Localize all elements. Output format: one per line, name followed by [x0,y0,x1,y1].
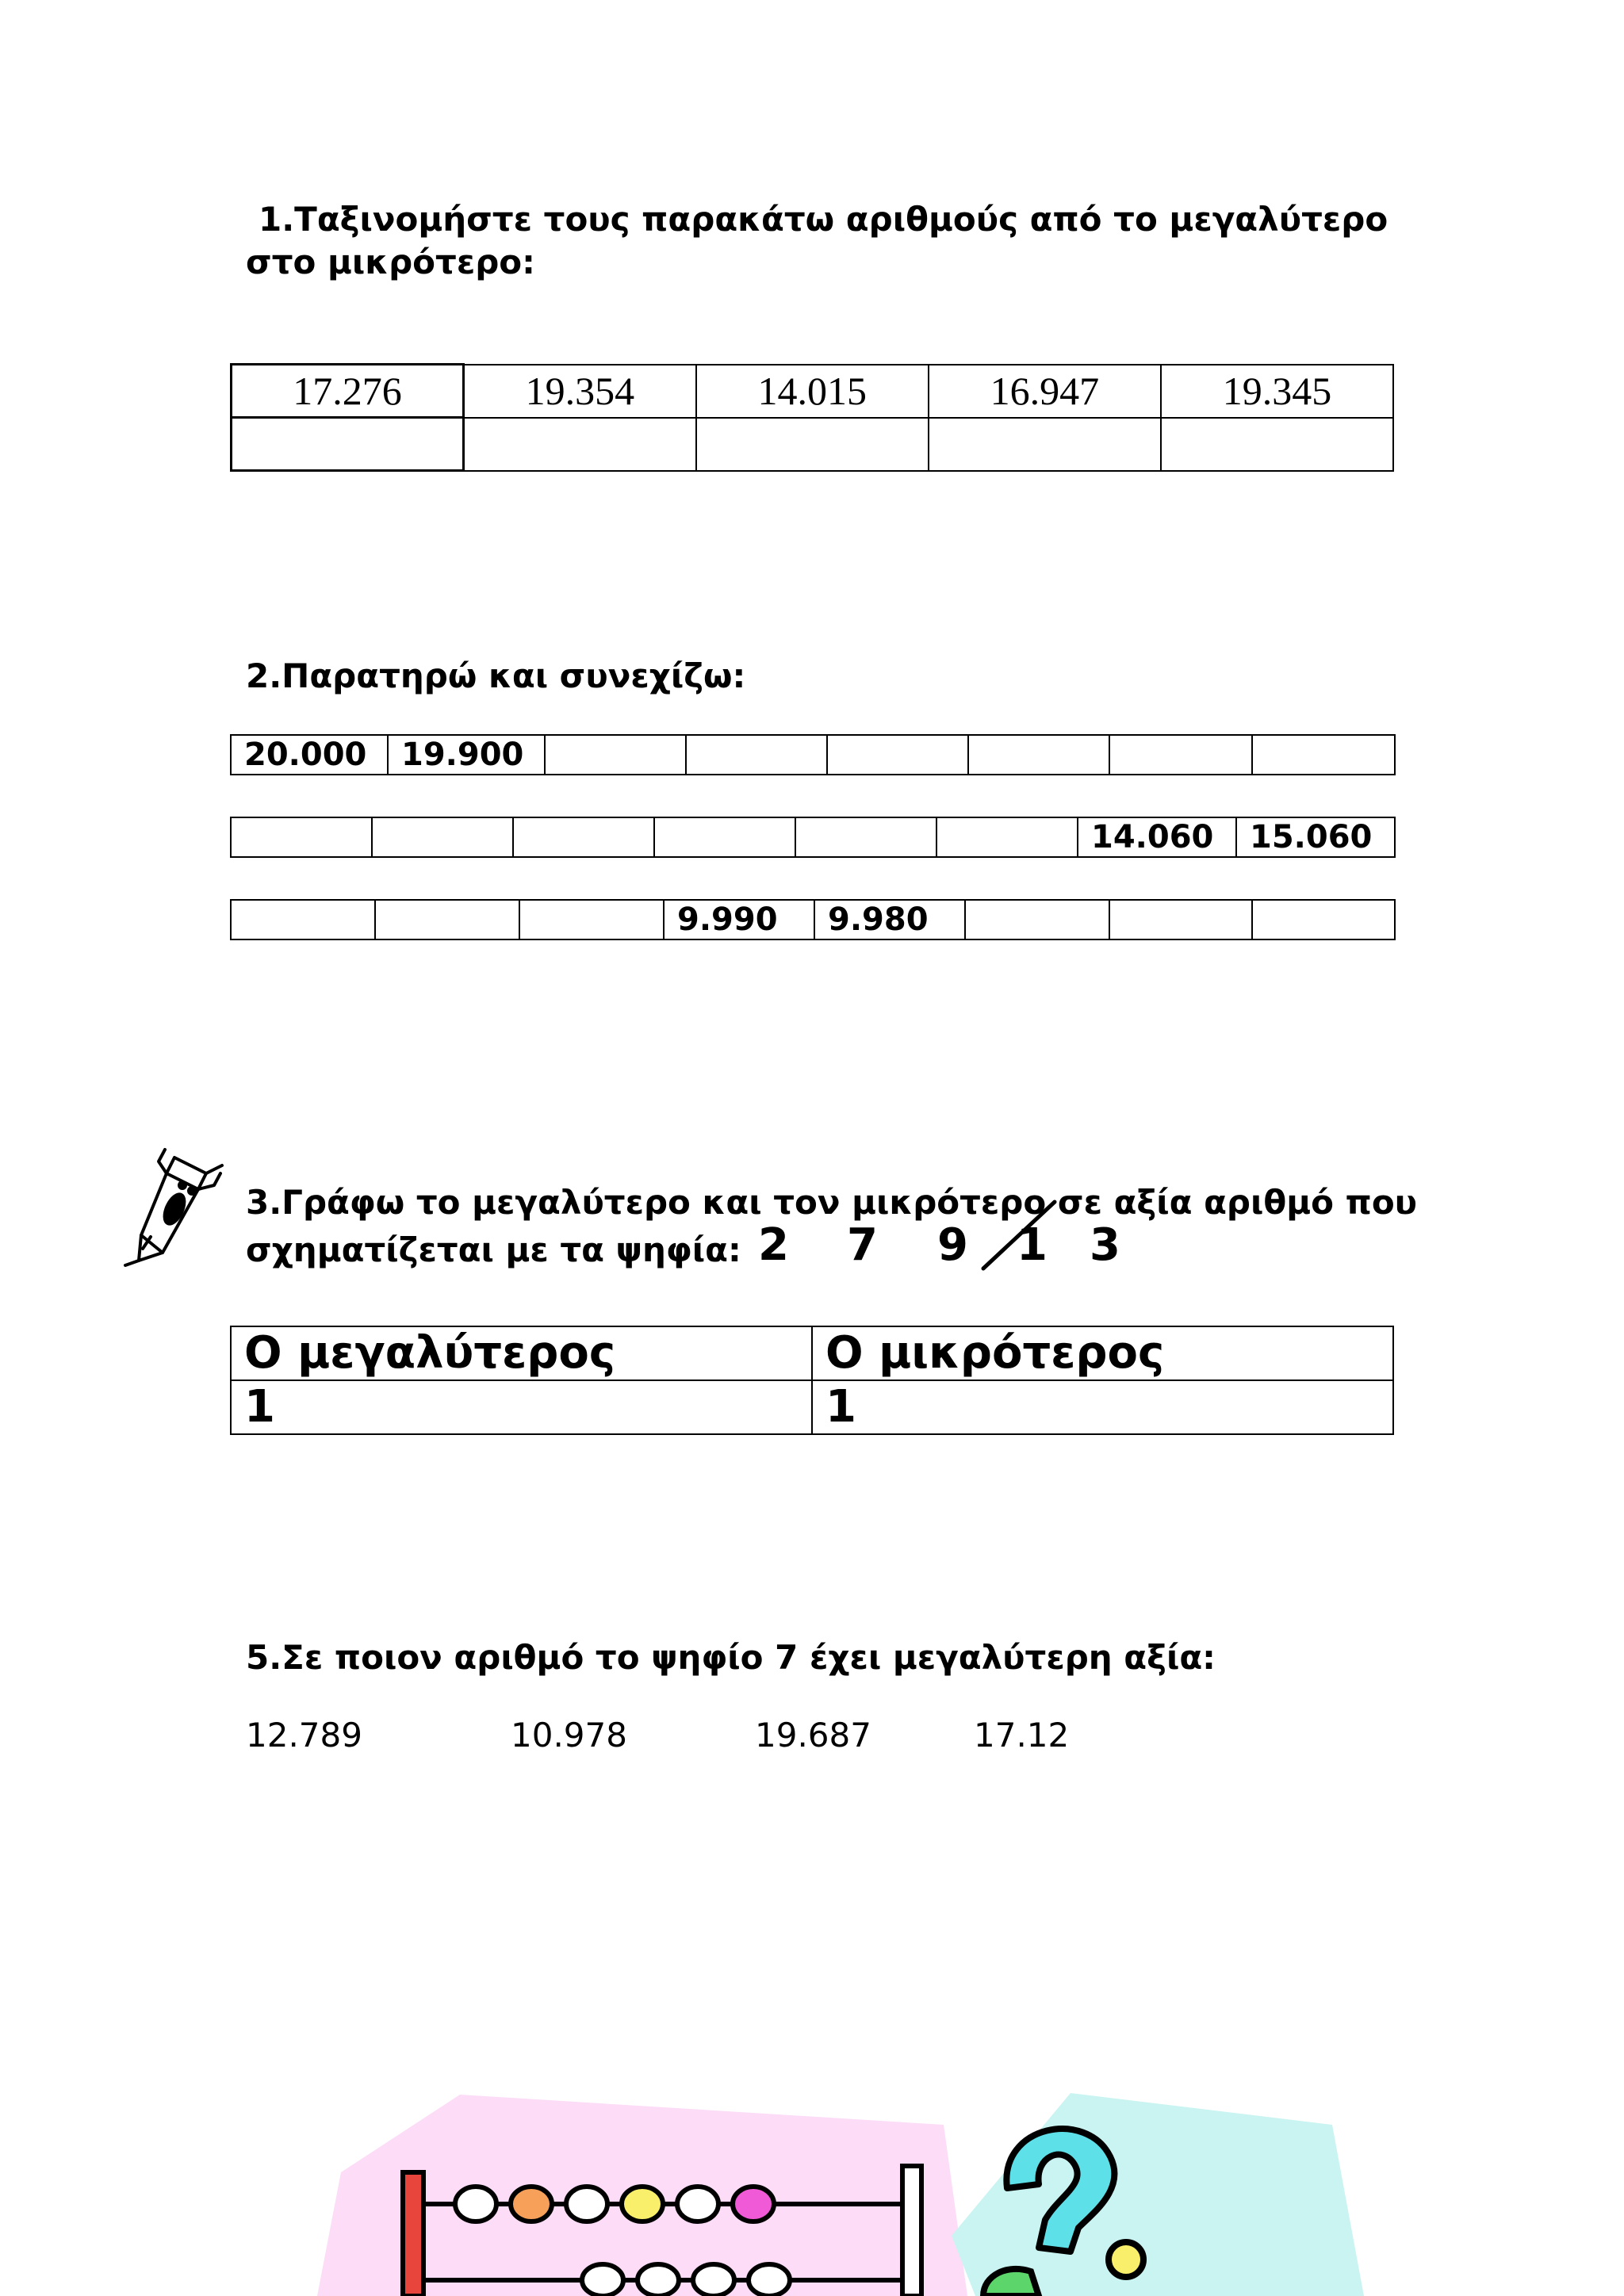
answer-cell[interactable] [696,418,929,471]
digit-1-crossed: 1 [1017,1219,1048,1271]
sequence-blank-cell[interactable] [827,735,968,775]
answer-row [232,418,1394,471]
sequence-cell: 19.900 [388,735,545,775]
exercise-3-title-cont: σχηματίζεται με τα ψηφία: [246,1230,741,1269]
number-cell: 17.276 [232,365,464,418]
sequence-blank-cell[interactable] [231,817,372,857]
exercise-2-title: 2.Παρατηρώ και συνεχίζω: [246,656,746,695]
exercise-3-title: 3.Γράφω το μεγαλύτερο και τον μικρότερο σε αξία αριθμό που [246,1183,1418,1222]
sequence-blank-cell[interactable] [654,817,795,857]
sequence-blank-cell[interactable] [375,900,519,939]
option-number: 10.978 [511,1716,627,1755]
sequence-cell: 14.060 [1078,817,1236,857]
answer-cell[interactable] [929,418,1161,471]
digit-2: 2 [758,1219,789,1271]
pencil-character-icon [119,1142,238,1269]
number-cell: 19.345 [1161,365,1393,418]
sequence-blank-cell[interactable] [936,817,1078,857]
sequence-blank-cell[interactable] [1252,735,1395,775]
sequence-blank-cell[interactable] [1252,900,1395,939]
sequence-blank-cell[interactable] [965,900,1109,939]
sequence-cell: 20.000 [231,735,388,775]
answer-cell[interactable] [232,418,464,471]
exercise-5-title: 5.Σε ποιον αριθμό το ψηφίο 7 έχει μεγαλύτερη αξία: [246,1638,1216,1677]
smallest-header: Ο μικρότερος [812,1326,1393,1380]
sequence-blank-cell[interactable] [686,735,827,775]
sequence-blank-cell[interactable] [513,817,654,857]
option-number: 19.687 [755,1716,871,1755]
question-mark-icon [952,2093,1364,2296]
sequence-blank-cell[interactable] [795,817,936,857]
given-numbers-row [232,365,1394,418]
largest-smallest-table [230,1326,1394,1435]
digit-3: 3 [1090,1219,1120,1271]
sequence-cell: 9.990 [664,900,814,939]
sequence-row-2 [230,817,1396,858]
sequence-blank-cell[interactable] [968,735,1109,775]
strike-line [975,1196,1071,1275]
number-cell: 16.947 [929,365,1161,418]
sequence-blank-cell[interactable] [1109,900,1252,939]
sequence-row-1 [230,734,1396,775]
exercise-1-title: 1.Ταξινομήστε τους παρακάτω αριθμούς από το μεγαλύτερο [259,200,1388,239]
sequence-cell: 9.980 [814,900,965,939]
answer-cell[interactable] [1161,418,1393,471]
sequence-blank-cell[interactable] [1109,735,1252,775]
largest-answer-cell[interactable]: 1 [231,1380,812,1434]
exercise-1-title-cont: στο μικρότερο: [246,243,535,281]
answer-cell[interactable] [464,418,696,471]
sequence-cell: 15.060 [1236,817,1395,857]
sequence-blank-cell[interactable] [545,735,686,775]
number-cell: 19.354 [464,365,696,418]
digit-7: 7 [847,1219,878,1271]
smallest-answer-cell[interactable]: 1 [812,1380,1393,1434]
sequence-blank-cell[interactable] [231,900,375,939]
largest-header: Ο μεγαλύτερος [231,1326,812,1380]
number-cell: 14.015 [696,365,929,418]
sequence-blank-cell[interactable] [519,900,664,939]
sequence-blank-cell[interactable] [372,817,513,857]
option-number: 17.12 [974,1716,1070,1755]
abacus-icon [317,2077,967,2296]
sort-numbers-table [230,363,1394,472]
sequence-row-3 [230,899,1396,940]
option-number: 12.789 [246,1716,362,1755]
digit-9: 9 [937,1219,968,1271]
